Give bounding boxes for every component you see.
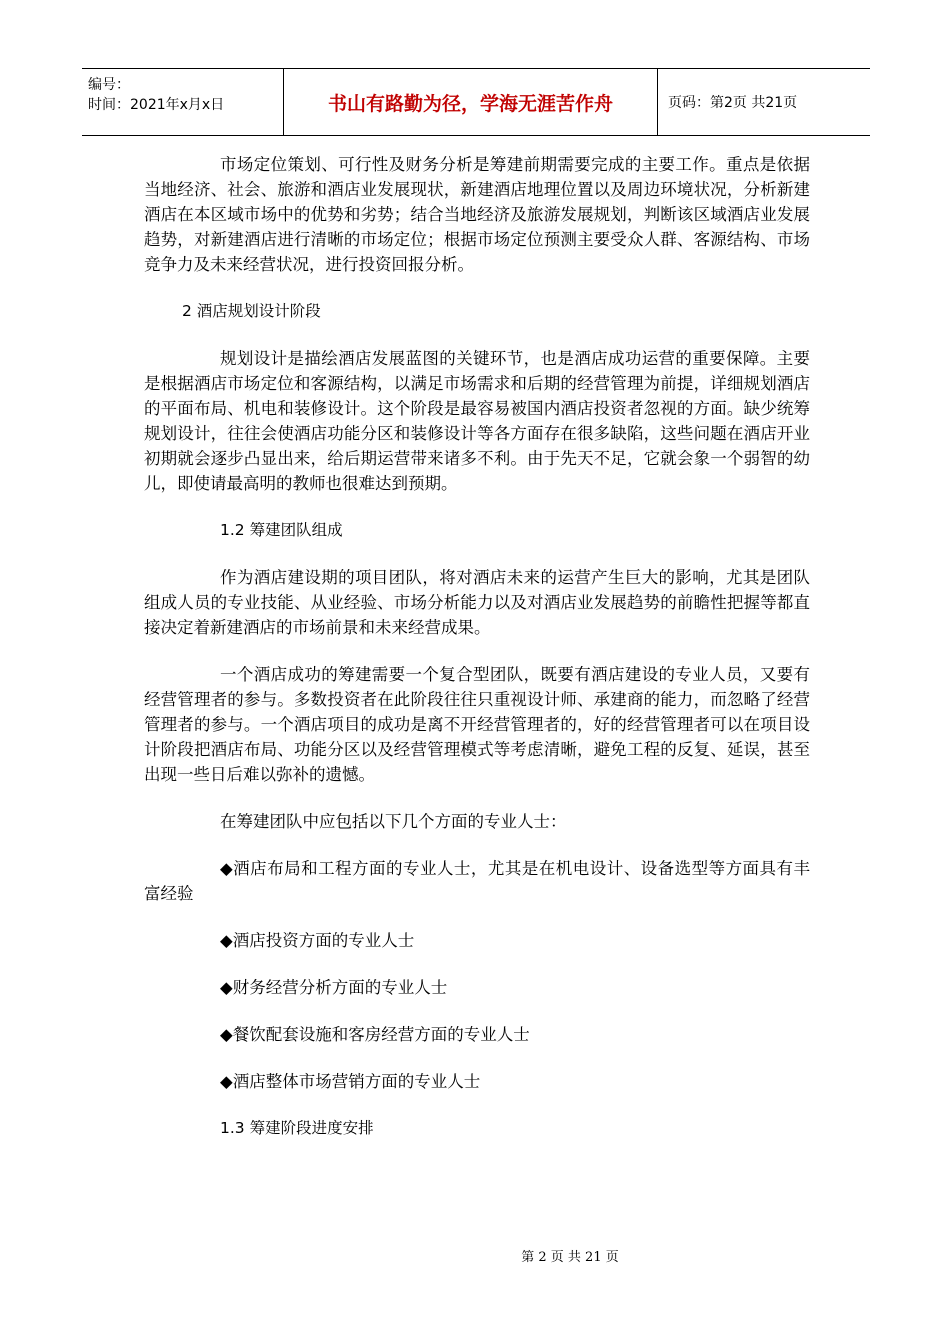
- heading-planning-stage: 2 酒店规划设计阶段: [182, 302, 321, 320]
- paragraph-planning-design: 规划设计是描绘酒店发展蓝图的关键环节，也是酒店成功运营的重要保障。主要是根据酒店市场定位和客源结构，以满足市场需求和后期的经营管理为前提，详细规划酒店的平面布局、机电和装修设计。这个阶段是最容易被国内酒店投资者忽视的方面。缺少统筹规划设计，往往会使酒店功能分区和装修设计等各方面存在很多缺陷，这些问题在酒店开业初期就会逐步凸显出来，给后期运营带来诸多不利。由于先天不足，它就会象一个弱智的幼儿，即使请最高明的教师也很难达到预期。: [144, 349, 810, 493]
- heading-schedule: 1.3 筹建阶段进度安排: [220, 1119, 374, 1137]
- header-meta: [82, 69, 284, 135]
- header-motto: 书山有路勤为径，学海无涯苦作舟: [284, 69, 658, 135]
- page-header: [82, 68, 870, 136]
- heading-team-composition: 1.2 筹建团队组成: [220, 521, 343, 539]
- bullet-engineering-experts: ◆酒店布局和工程方面的专业人士，尤其是在机电设计、设备选型等方面具有丰富经验: [144, 859, 810, 903]
- header-page-info: 页码：第2页 共21页: [668, 95, 798, 111]
- paragraph-team-impact: 作为酒店建设期的项目团队，将对酒店未来的运营产生巨大的影响，尤其是团队组成人员的专业技能、从业经验、市场分析能力以及对酒店业发展趋势的前瞻性把握等都直接决定着新建酒店的市场前景和未来经营成果。: [144, 568, 810, 637]
- paragraph-market-positioning: 市场定位策划、可行性及财务分析是筹建前期需要完成的主要工作。重点是依据当地经济、社会、旅游和酒店业发展现状，新建酒店地理位置以及周边环境状况，分析新建酒店在本区域市场中的优势和劣势；结合当地经济及旅游发展规划，判断该区域酒店业发展趋势，对新建酒店进行清晰的市场定位；根据市场定位预测主要受众人群、客源结构、市场竞争力及未来经营状况，进行投资回报分析。: [144, 155, 810, 274]
- bullet-finance-experts: ◆财务经营分析方面的专业人士: [220, 978, 448, 997]
- bullet-investment-experts: ◆酒店投资方面的专业人士: [220, 931, 415, 950]
- doc-time-label: 时间：2021年x月x日: [88, 97, 225, 113]
- paragraph-composite-team: 一个酒店成功的筹建需要一个复合型团队，既要有酒店建设的专业人员，又要有经营管理者的参与。多数投资者在此阶段往往只重视设计师、承建商的能力，而忽略了经营管理者的参与。一个酒店项目的成功是离不开经营管理者的，好的经营管理者可以在项目设计阶段把酒店布局、功能分区以及经营管理模式等考虑清晰，避免工程的反复、延误，甚至出现一些日后难以弥补的遗憾。: [144, 665, 810, 784]
- document-body: [144, 152, 810, 1141]
- page-footer: 第 2 页 共 21 页: [521, 1250, 619, 1265]
- bullet-catering-rooms-experts: ◆餐饮配套设施和客房经营方面的专业人士: [220, 1025, 530, 1044]
- paragraph-team-includes: 在筹建团队中应包括以下几个方面的专业人士：: [220, 812, 567, 831]
- doc-number-label: 编号：: [88, 77, 130, 93]
- bullet-marketing-experts: ◆酒店整体市场营销方面的专业人士: [220, 1072, 481, 1091]
